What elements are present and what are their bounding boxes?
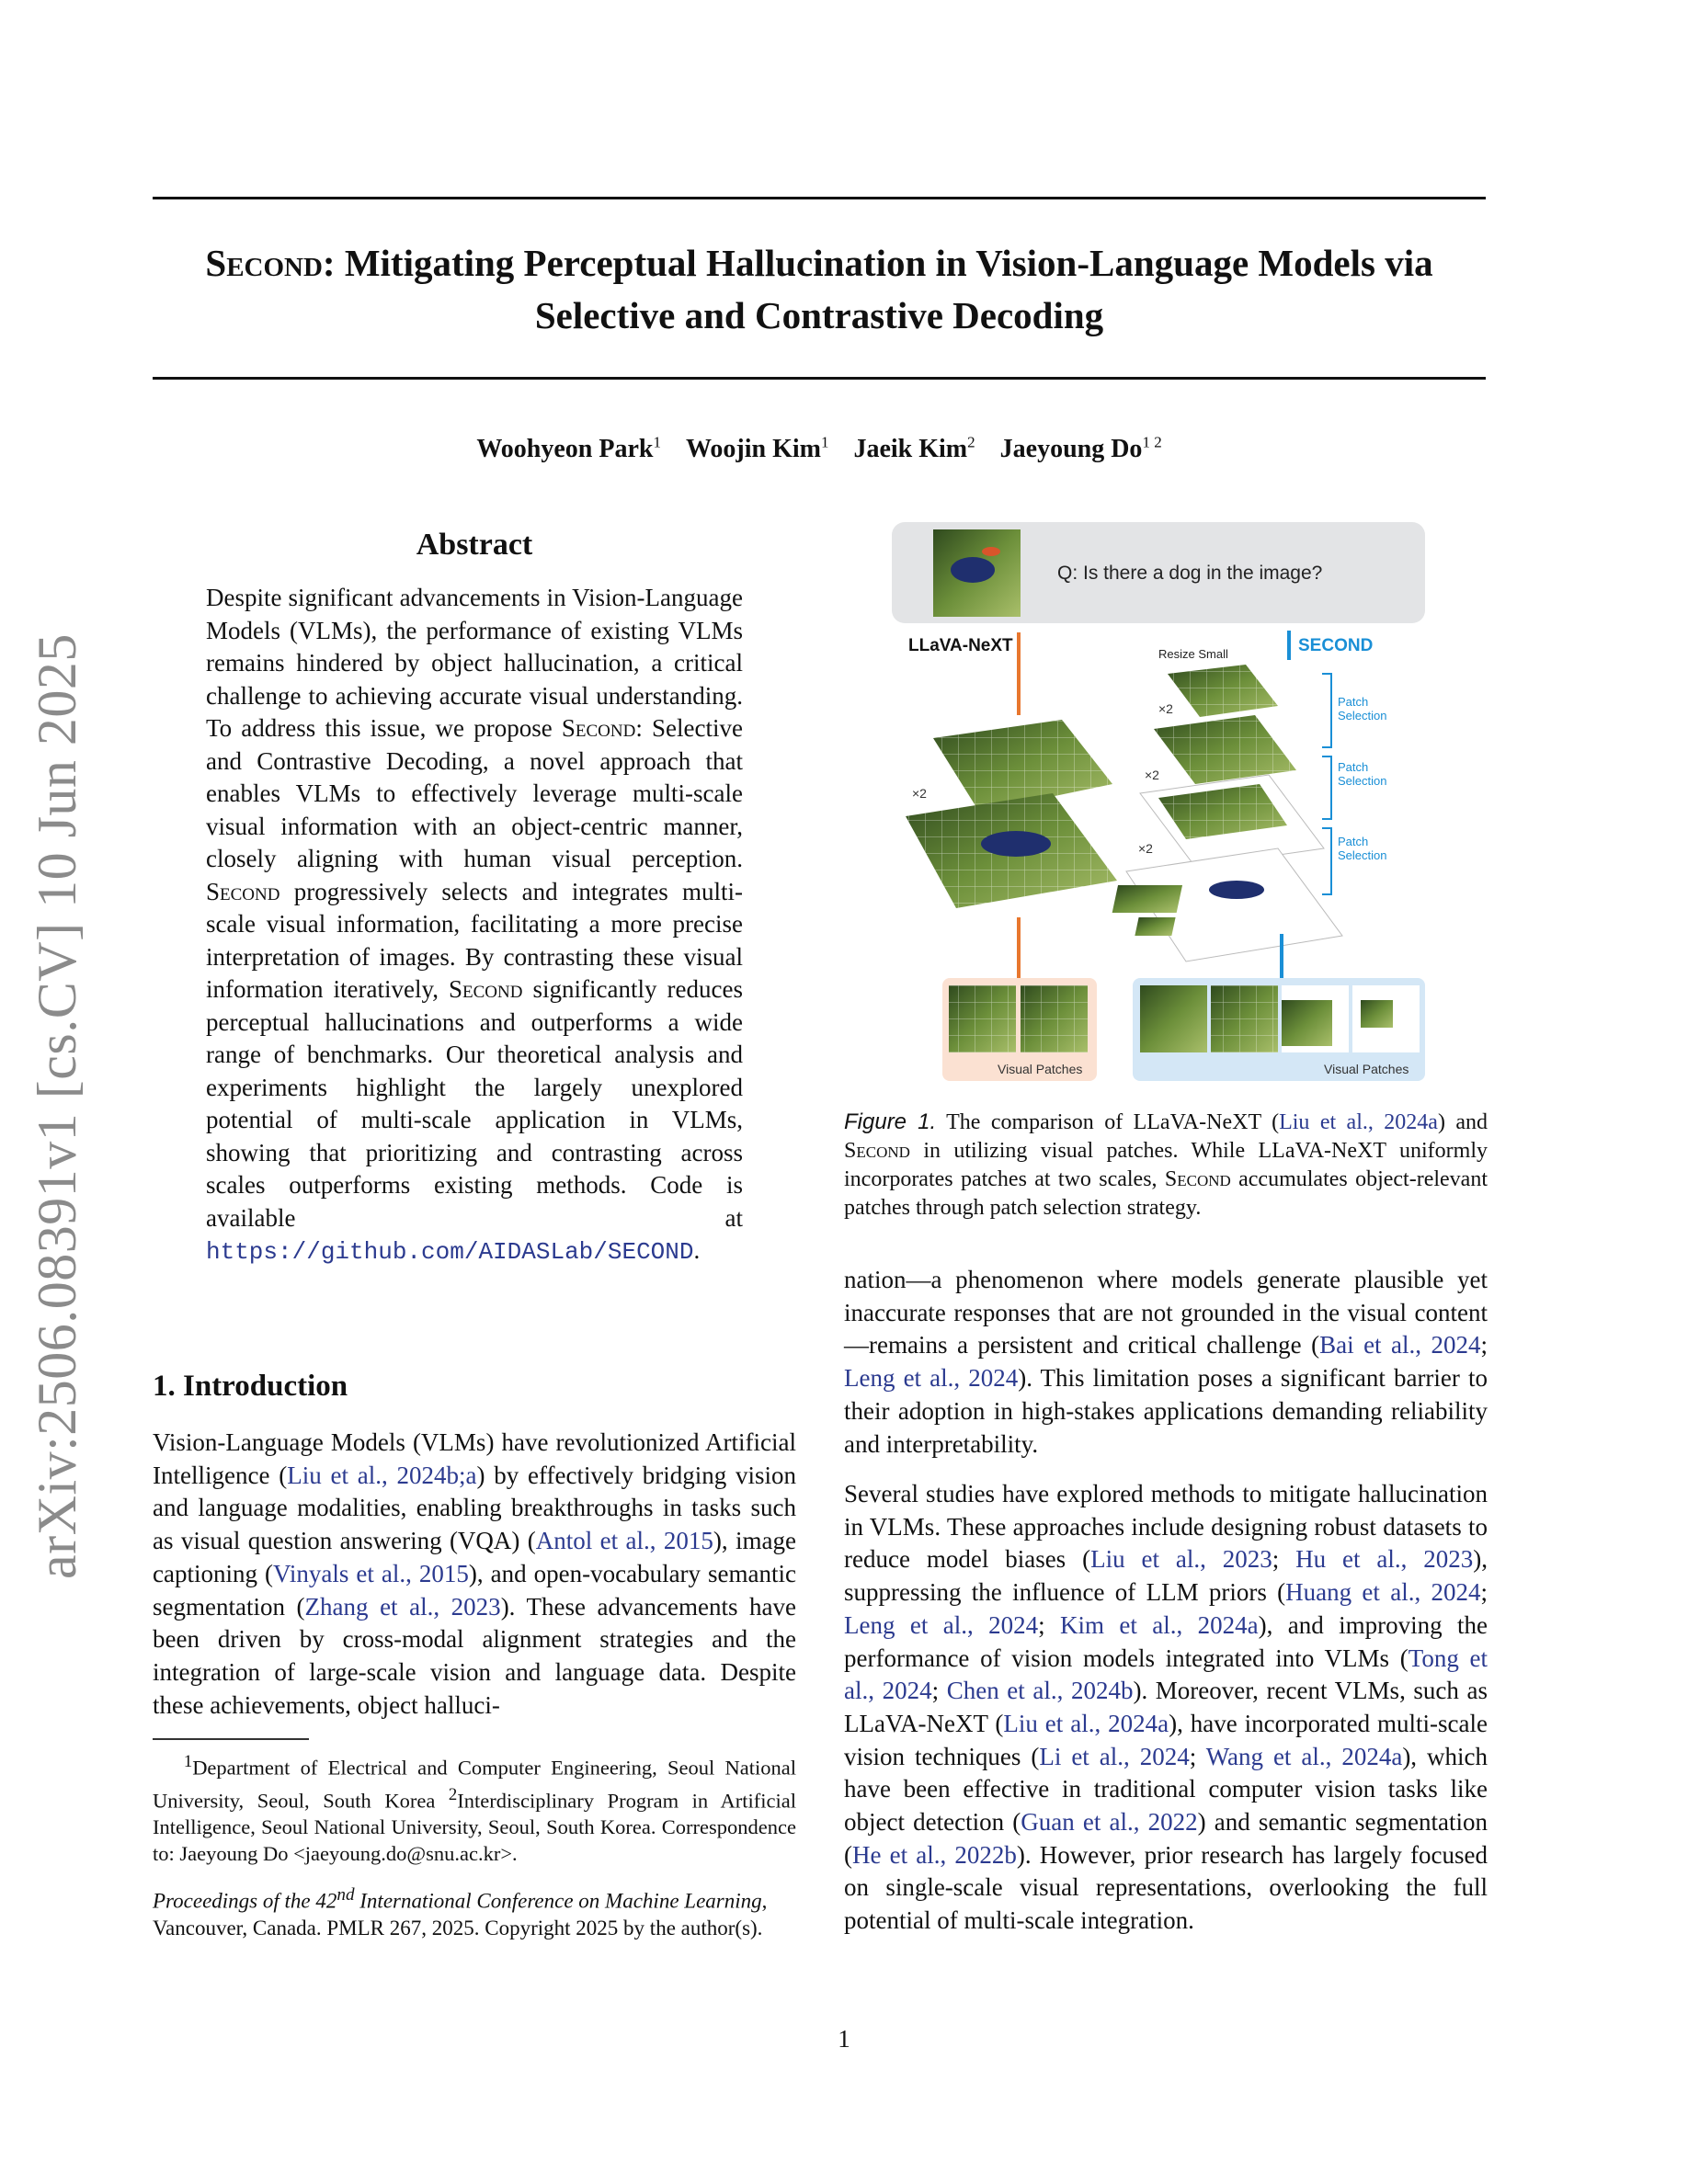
right-model-label: SECOND (1298, 636, 1374, 655)
svg-text:Selection: Selection (1338, 848, 1387, 862)
citation-link[interactable]: Liu et al., 2024a (1003, 1709, 1169, 1737)
citation-link[interactable]: Leng et al., 2024 (844, 1610, 1039, 1639)
citation-link[interactable]: Zhang et al., 2023 (304, 1592, 501, 1621)
method-name: Second (205, 242, 323, 284)
title-bottom-rule (153, 377, 1486, 380)
second-plane-3 (1140, 775, 1324, 867)
second-plane-2 (1154, 715, 1296, 784)
citation-link[interactable]: Liu et al., 2024b;a (287, 1461, 477, 1489)
author: Woohyeon Park$^1$ (476, 434, 661, 464)
citation-link[interactable]: Liu et al., 2024a (1279, 1110, 1438, 1134)
citation-link[interactable]: Chen et al., 2024b (946, 1677, 1134, 1705)
page-number: 1 (838, 2025, 850, 2053)
question-text: Q: Is there a dog in the image? (1057, 563, 1323, 584)
arxiv-identifier: arXiv:2506.08391v1 [cs.CV] 10 Jun 2025 (27, 633, 87, 1579)
citation-link[interactable]: Wang et al., 2024a (1205, 1742, 1403, 1770)
citation-link[interactable]: Bai et al., 2024 (1319, 1331, 1481, 1359)
llava-plane-top (933, 720, 1112, 812)
author: Jaeik Kim$^2$ (853, 434, 975, 464)
citation-link[interactable]: Huang et al., 2024 (1285, 1578, 1481, 1607)
patch-selection-label: Patch (1338, 695, 1369, 709)
code-link[interactable]: https://github.com/AIDASLab/SECOND (206, 1238, 694, 1266)
author-list (153, 434, 1486, 464)
right-visual-patches-label: Visual Patches (1324, 1062, 1409, 1076)
second-plane-1 (1168, 665, 1278, 717)
figure-1-diagram (892, 522, 1443, 1083)
patch-selection-label: Patch (1338, 835, 1369, 848)
citation-link[interactable]: Guan et al., 2022 (1021, 1808, 1198, 1837)
citation-link[interactable]: Kim et al., 2024a (1060, 1610, 1259, 1639)
citation-link[interactable]: Antol et al., 2015 (535, 1527, 713, 1555)
author: Jaeyoung $Do^{1 2}$ (999, 434, 1162, 464)
svg-text:Selection: Selection (1338, 709, 1387, 722)
llava-plane-bottom (906, 793, 1117, 908)
intro-right-paragraph-1: nation—a phenomenon where models generate plausible yet inaccurate responses that are not grounded in the visual content—remains a persistent and critical challenge (Bai et al., 2024; Leng et al., 2024). This limitation poses a significant barrier to their adoption in high-stakes applications demanding reliability and interpretability. (844, 1266, 1488, 1458)
footnote-rule (153, 1738, 309, 1740)
patch-selection-label: Patch (1338, 760, 1369, 774)
svg-text:×2: ×2 (1138, 841, 1153, 856)
svg-text:×2: ×2 (1158, 701, 1173, 716)
author: Woojin Kim$^1$ (685, 434, 829, 464)
figure-1-caption: Figure 1. The comparison of LLaVA-NeXT (Liu et al., 2024a) and Second in utilizing visual patches. While LLaVA-NeXT uniformly incorporates patches at two scales, Second accumulates object-relevant patches through patch selection strategy. (844, 1109, 1488, 1220)
citation-link[interactable]: He et al., 2022b (852, 1840, 1017, 1869)
abstract-body: Despite significant advancements in Vision-Language Models (VLMs), the performance of existing VLMs remains hindered by object hallucination, a critical challenge to achieving accurate visual understanding. To address this issue, we propose Second: Selective and Contrastive Decoding, a novel approach that enables VLMs to effectively leverage multi-scale visual information with an object-centric manner, closely aligning with human visual perception. Second progressively selects and integrates multi-scale visual information, facilitating a more precise interpretation of images. By contrasting these visual information iteratively, Second significantly reduces perceptual hallucinations and outperforms a wide range of benchmarks. Our theoretical analysis and experiments highlight the largely unexplored potential of multi-scale application in VLMs, showing that prioritizing and contrasting across scales outperforms existing methods. Code is available at https://github.com/AIDASLab/SECOND. (206, 584, 743, 1266)
citation-link[interactable]: Hu et al., 2023 (1295, 1545, 1474, 1574)
svg-text:×2: ×2 (1145, 768, 1159, 782)
proceedings-note: Proceedings of the 42nd International Conference on Machine Learning, Vancouver, Canada. PMLR 267, 2025. Copyright 2025 by the author(s). (153, 1885, 768, 1940)
title-line-2: Selective and Contrastive Decoding (534, 294, 1104, 336)
section-heading-introduction: 1. Introduction (153, 1370, 348, 1403)
left-visual-patches-label: Visual Patches (998, 1062, 1083, 1076)
bracket-3 (1322, 828, 1331, 894)
left-model-label: LLaVA-NeXT (908, 636, 1013, 655)
abstract-heading: Abstract (416, 528, 533, 562)
citation-link[interactable]: Vinyals et al., 2015 (272, 1559, 469, 1587)
citation-link[interactable]: Li et al., 2024 (1039, 1742, 1190, 1770)
intro-left-paragraph: Vision-Language Models (VLMs) have revolutionized Artificial Intelligence (Liu et al., 2024b;a) by effectively bridging vision and language modalities, enabling breakthroughs in tasks such as visual question answering (VQA) (Antol et al., 2015), image captioning (Vinyals et al., 2015), and open-vocabulary semantic segmentation (Zhang et al., 2023). These advancements have been driven by cross-modal alignment strategies and the integration of large-scale vision and language data. Despite these achievements, object halluci- (153, 1428, 797, 1719)
bracket-1 (1322, 674, 1331, 747)
figure-1 (892, 522, 1443, 1083)
citation-link[interactable]: Leng et al., 2024 (844, 1364, 1019, 1393)
intro-right-paragraph-2: Several studies have explored methods to mitigate hallucination in VLMs. These approaches include designing robust datasets to reduce model biases (Liu et al., 2023; Hu et al., 2023), suppressing the influence of LLM priors (Huang et al., 2024; Leng et al., 2024; Kim et al., 2024a), and improving the performance of vision models integrated into VLMs (Tong et al., 2024; Chen et al., 2024b). Moreover, recent VLMs, such as LLaVA-NeXT (Liu et al., 2024a), have incorporated multi-scale vision techniques (Li et al., 2024; Wang et al., 2024a), which have been effective in traditional computer vision tasks like object detection (Guan et al., 2022) and semantic segmentation (He et al., 2022b). However, prior research has largely focused on single-scale visual representations, overlooking the full potential of multi-scale integration. (844, 1480, 1488, 1935)
paper-title (153, 237, 1486, 342)
footnote-affiliations: $^1$Department of Electrical and Computer Engineering, Seoul National University, Seoul, South Korea $^2$Interdisciplinary Program in Artificial Intelligence, Seoul National University, Seoul, South Korea. Correspondence to: Jaeyoung Do <jaeyoung.do@snu.ac.kr>. (153, 1752, 796, 1865)
second-plane-4 (1112, 848, 1342, 961)
title-top-rule (153, 197, 1486, 199)
resize-small-label: Resize Small (1158, 647, 1228, 661)
bracket-2 (1322, 756, 1331, 819)
title-line-1: : Mitigating Perceptual Hallucination in Vision-Language Models via (322, 242, 1433, 284)
svg-text:Selection: Selection (1338, 774, 1387, 788)
citation-link[interactable]: Liu et al., 2023 (1090, 1545, 1272, 1574)
citation-link[interactable]: Tong et al., 2024 (844, 1644, 1488, 1705)
x2-label-left: ×2 (912, 786, 927, 801)
